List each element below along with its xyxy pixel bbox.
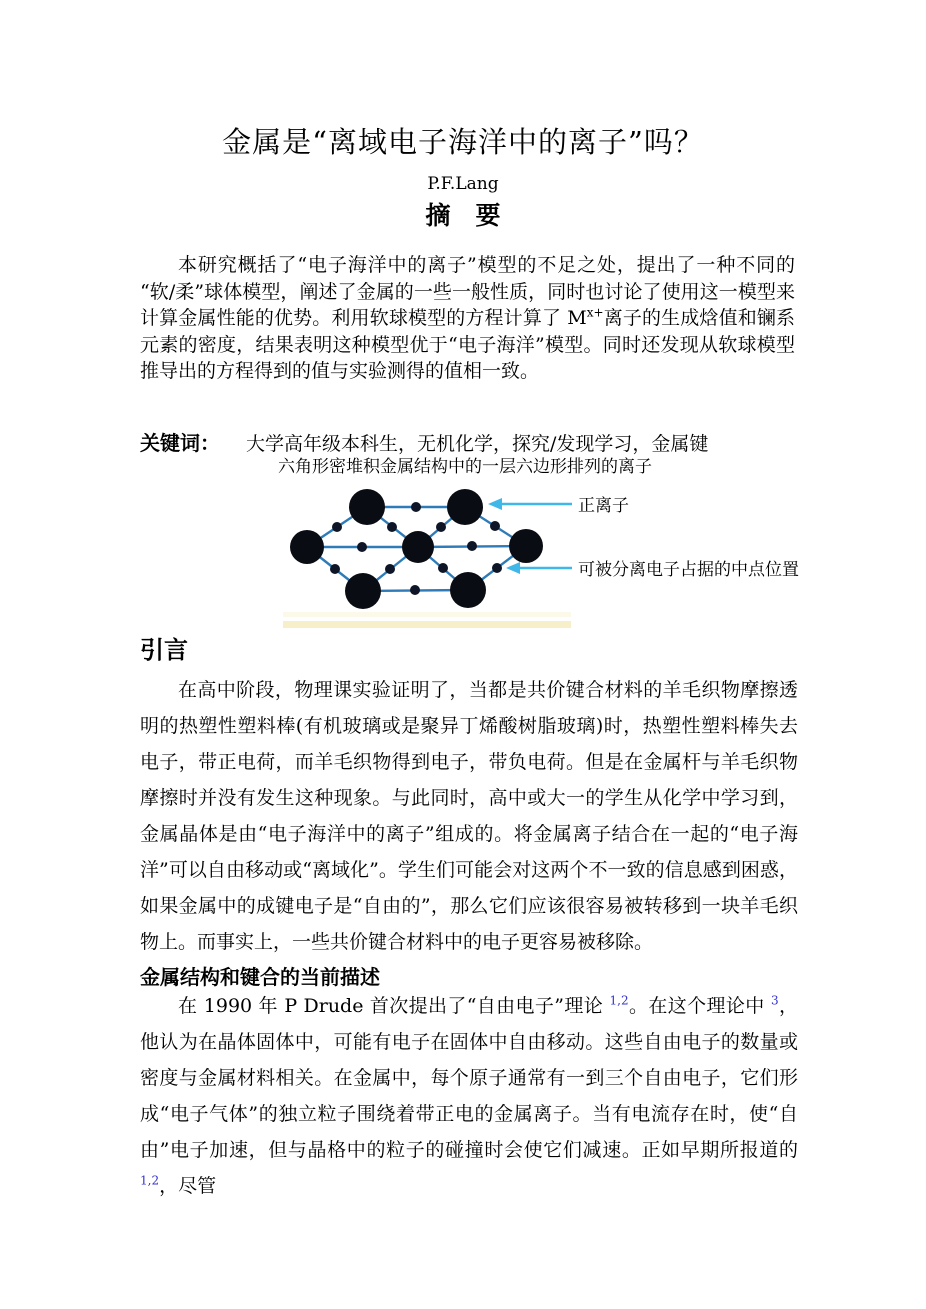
midpoint-dot — [330, 564, 340, 574]
ion-circle — [447, 489, 483, 525]
citation-ref[interactable]: 1,2 — [609, 993, 629, 1008]
midpoint-dot — [490, 521, 500, 531]
arrowhead-icon — [506, 562, 520, 574]
ion-circle — [349, 489, 385, 525]
midpoint-dot — [332, 522, 342, 532]
ion-circle — [290, 530, 324, 564]
midpoint-dot — [467, 541, 477, 551]
abstract-heading: 摘 要 — [425, 201, 501, 230]
superscript: x+ — [586, 305, 604, 320]
hcp-structure-svg — [280, 478, 820, 643]
ion-circle — [509, 529, 543, 563]
figure-caption: 六角形密堆积金属结构中的一层六边形排列的离子 — [278, 457, 652, 477]
keywords-value: 大学高年级本科生，无机化学，探究/发现学习，金属键 — [246, 433, 709, 455]
section-heading-current-description: 金属结构和键合的当前描述 — [140, 965, 380, 989]
highlight-bar-faint — [283, 612, 571, 617]
author-name: P.F.Lang — [427, 174, 499, 194]
figure-label-positive-ion: 正离子 — [578, 496, 629, 516]
midpoint-dot — [357, 542, 367, 552]
figure-label-midpoint: 可被分离电子占据的中点位置 — [578, 560, 799, 580]
ion-circle — [345, 573, 381, 609]
keywords-label: 关键词： — [140, 431, 220, 455]
highlight-bar — [283, 621, 571, 628]
citation-ref[interactable]: 3 — [770, 993, 779, 1008]
ion-circle — [450, 572, 486, 608]
midpoint-dot — [436, 522, 446, 532]
figure-diagram — [280, 478, 820, 643]
midpoint-dot — [492, 563, 502, 573]
midpoint-dot — [387, 522, 397, 532]
midpoint-dot — [410, 585, 420, 595]
section-heading-intro: 引言 — [140, 636, 188, 664]
current-description-paragraph: 在 1990 年 P Drude 首次提出了“自由电子”理论 $^{1,2}$。在这个理论中 $^3$，他认为在晶体固体中，可能有电子在固体中自由移动。这些自由电子的数量或密度与金属材料相关。在金属中，每个原子通常有一到三个自由电子，它们形成“电子气体”的独立粒子围绕着带正电的金属离子。当有电流存在时，使“自由”电子加速，但与晶格中的粒子的碰撞时会使它们减速。正如早期所报道的 $^{1,2}$，尽管 — [140, 993, 798, 1197]
midpoint-dot — [411, 502, 421, 512]
page-title: 金属是“离域电子海洋中的离子”吗？ — [222, 125, 704, 159]
abstract-paragraph: 本研究概括了“电子海洋中的离子”模型的不足之处，提出了一种不同的“软/柔”球体模型，阐述了金属的一些一般性质，同时也讨论了使用这一模型来计算金属性能的优势。利用软球模型的方程计算了 $M^{x+}$离子的生成焓值和镧系元素的密度，结果表明这种模型优于“电子海洋”模型。同时还发现从软球模型推导出的方程得到的值与实验测得的值相一致。 — [140, 254, 795, 382]
citation-ref[interactable]: 1,2 — [140, 1173, 160, 1188]
intro-paragraph: 在高中阶段，物理课实验证明了，当都是共价键合材料的羊毛织物摩擦透明的热塑性塑料棒(有机玻璃或是聚异丁烯酸树脂玻璃)时，热塑性塑料棒失去电子，带正电荷，而羊毛织物得到电子，带负电荷。但是在金属杆与羊毛织物摩擦时并没有发生这种现象。与此同时，高中或大一的学生从化学中学习到，金属晶体是由“电子海洋中的离子”组成的。将金属离子结合在一起的“电子海洋”可以自由移动或“离域化”。学生们可能会对这两个不一致的信息感到困惑，如果金属中的成键电子是“自由的”，那么它们应该很容易被转移到一块羊毛织物上。而事实上，一些共价键合材料中的电子更容易被移除。 — [140, 679, 798, 953]
arrowhead-icon — [488, 498, 502, 510]
ion-circle — [402, 531, 434, 563]
midpoint-dot — [438, 563, 448, 573]
midpoint-dot — [385, 564, 395, 574]
